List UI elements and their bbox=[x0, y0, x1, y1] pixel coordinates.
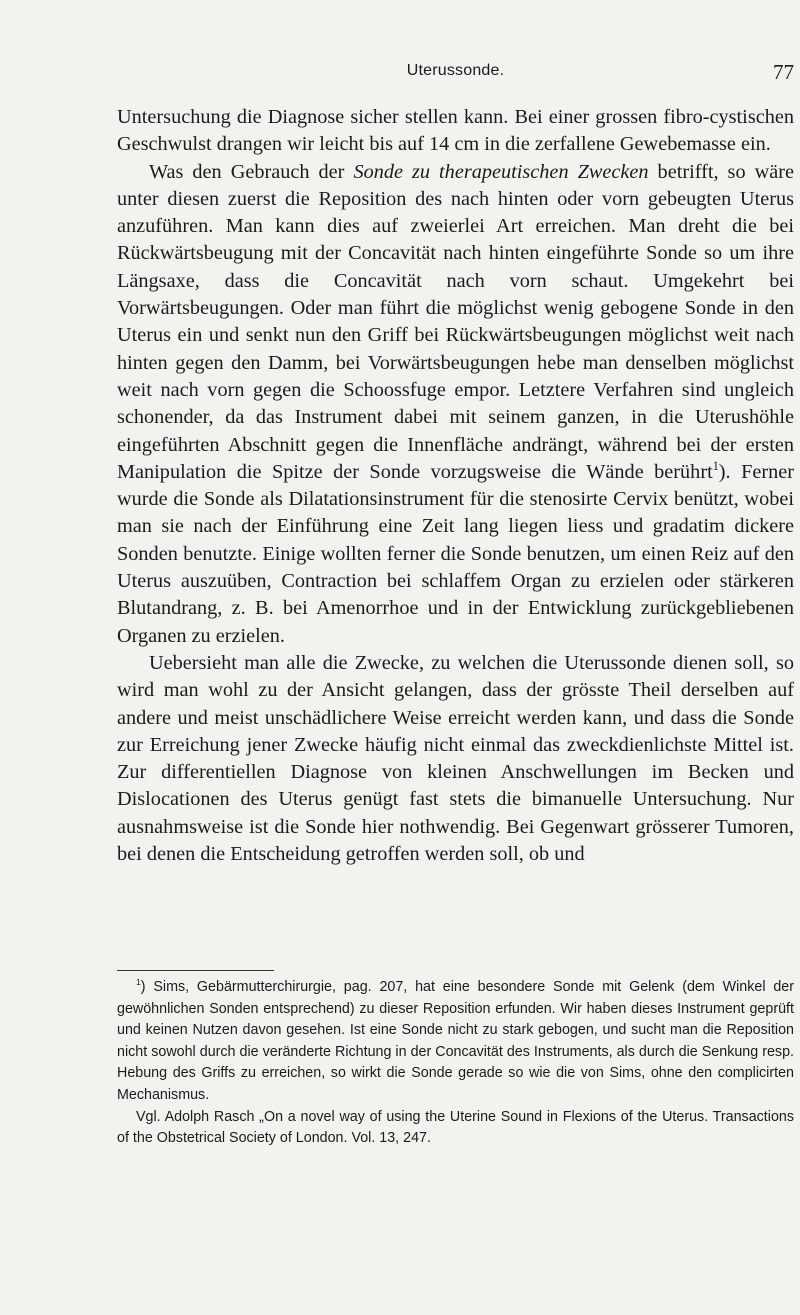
paragraph-1: Untersuchung die Diagnose sicher stellen kann. Bei einer grossen fibro-cystischen Geschwulst drangen wir leicht bis auf 14 cm in die zerfallene Gewebemasse ein. bbox=[117, 106, 794, 156]
paragraph-2-part-a: Was den Gebrauch der bbox=[149, 160, 354, 183]
footnote-1-marker: 1 bbox=[136, 977, 141, 988]
footnote-reference: 1 bbox=[712, 459, 719, 474]
footnote-separator bbox=[117, 970, 274, 971]
running-title: Uterussonde. bbox=[406, 62, 505, 79]
footnote-1-text: ) Sims, Gebärmutterchirurgie, pag. 207, hat eine besondere Sonde mit Gelenk (dem Winkel der gewöhnlichen Sonden entsprechend) zu dieser Reposition erfunden. Wir haben dieses Instrument geprüft und keinen Nutzen davon gesehen. Ist eine Sonde nicht zu stark gebogen, und sucht man die Reposition nicht sowohl durch die veränderte Richtung in der Concavität des Instruments, als durch die Senkung resp. Hebung des Griffs zu erreichen, so wirkt die Sonde gerade so wie die von Sims, ohne den complicirten Mechanismus. bbox=[117, 979, 794, 1103]
italic-phrase: Sonde zu therapeutischen Zwecken bbox=[353, 160, 649, 183]
main-text bbox=[117, 104, 794, 868]
paragraph-2 bbox=[117, 159, 794, 650]
paragraph-3: Uebersieht man alle die Zwecke, zu welchen die Uterussonde dienen soll, so wird man wohl zu der Ansicht gelangen, dass der grösste Theil derselben auf andere und meist unschädlichere Weise erreicht werden kann, und dass die Sonde zur Erreichung jener Zwecke häufig nicht einmal das zweckdienlichste Mittel ist. Zur differentiellen Diagnose von kleinen Anschwellungen im Becken und Dislocationen des Uterus genügt fast stets die bimanuelle Untersuchung. Nur ausnahmsweise ist die Sonde hier nothwendig. Bei Gegenwart grösserer Tumoren, bei denen die Entscheidung getroffen werden soll, ob und bbox=[117, 651, 794, 866]
footnotes bbox=[117, 977, 794, 1150]
paragraph-2-part-c: ). Ferner wurde die Sonde als Dilatationsinstrument für die stenosirte Cervix benützt, wobei man sie nach der Einführung eine Zeit lang liegen liess und gradatim dickere Sonden benutzte. Einige wollten ferner die Sonde benutzen, um einen Reiz auf den Uterus auszuüben, Contraction bei schlaffem Organ zu erzielen oder stärkeren Blutandrang, z. B. bei Amenorrhoe und in der Entwicklung zurückgebliebenen Organen zu erzielen. bbox=[117, 460, 794, 647]
footnote-1 bbox=[117, 977, 794, 1107]
page-number: 77 bbox=[773, 60, 794, 84]
paragraph-2-part-b: betrifft, so wäre unter diesen zuerst die Reposition des nach hinten oder vorn gebeugten Uterus anzuführen. Man kann dies auf zweierlei Art erreichen. Man dreht die bei Rückwärtsbeugung mit der Concavität nach hinten eingeführte Sonde so um ihre Längsaxe, dass die Concavität nach vorn schaut. Umgekehrt bei Vorwärtsbeugungen. Oder man führt die möglichst wenig gebogene Sonde in den Uterus ein und senkt nun den Griff bei Rückwärtsbeugungen möglichst weit nach hinten gegen den Damm, bei Vorwärtsbeugungen hebe man denselben möglichst weit nach vorn gegen die Schoossfuge empor. Letztere Verfahren sind ungleich schonender, da das Instrument dabei mit seinem ganzen, in die Uterushöhle eingeführten Abschnitt gegen die Innenfläche andrängt, während bei der ersten Manipulation die Spitze der Sonde vorzugsweise die Wände berührt bbox=[117, 160, 795, 483]
page-header bbox=[117, 62, 794, 86]
footnote-2: Vgl. Adolph Rasch „On a novel way of using the Uterine Sound in Flexions of the Uterus. Transactions of the Obstetrical Society of London. Vol. 13, 247. bbox=[117, 1108, 794, 1147]
